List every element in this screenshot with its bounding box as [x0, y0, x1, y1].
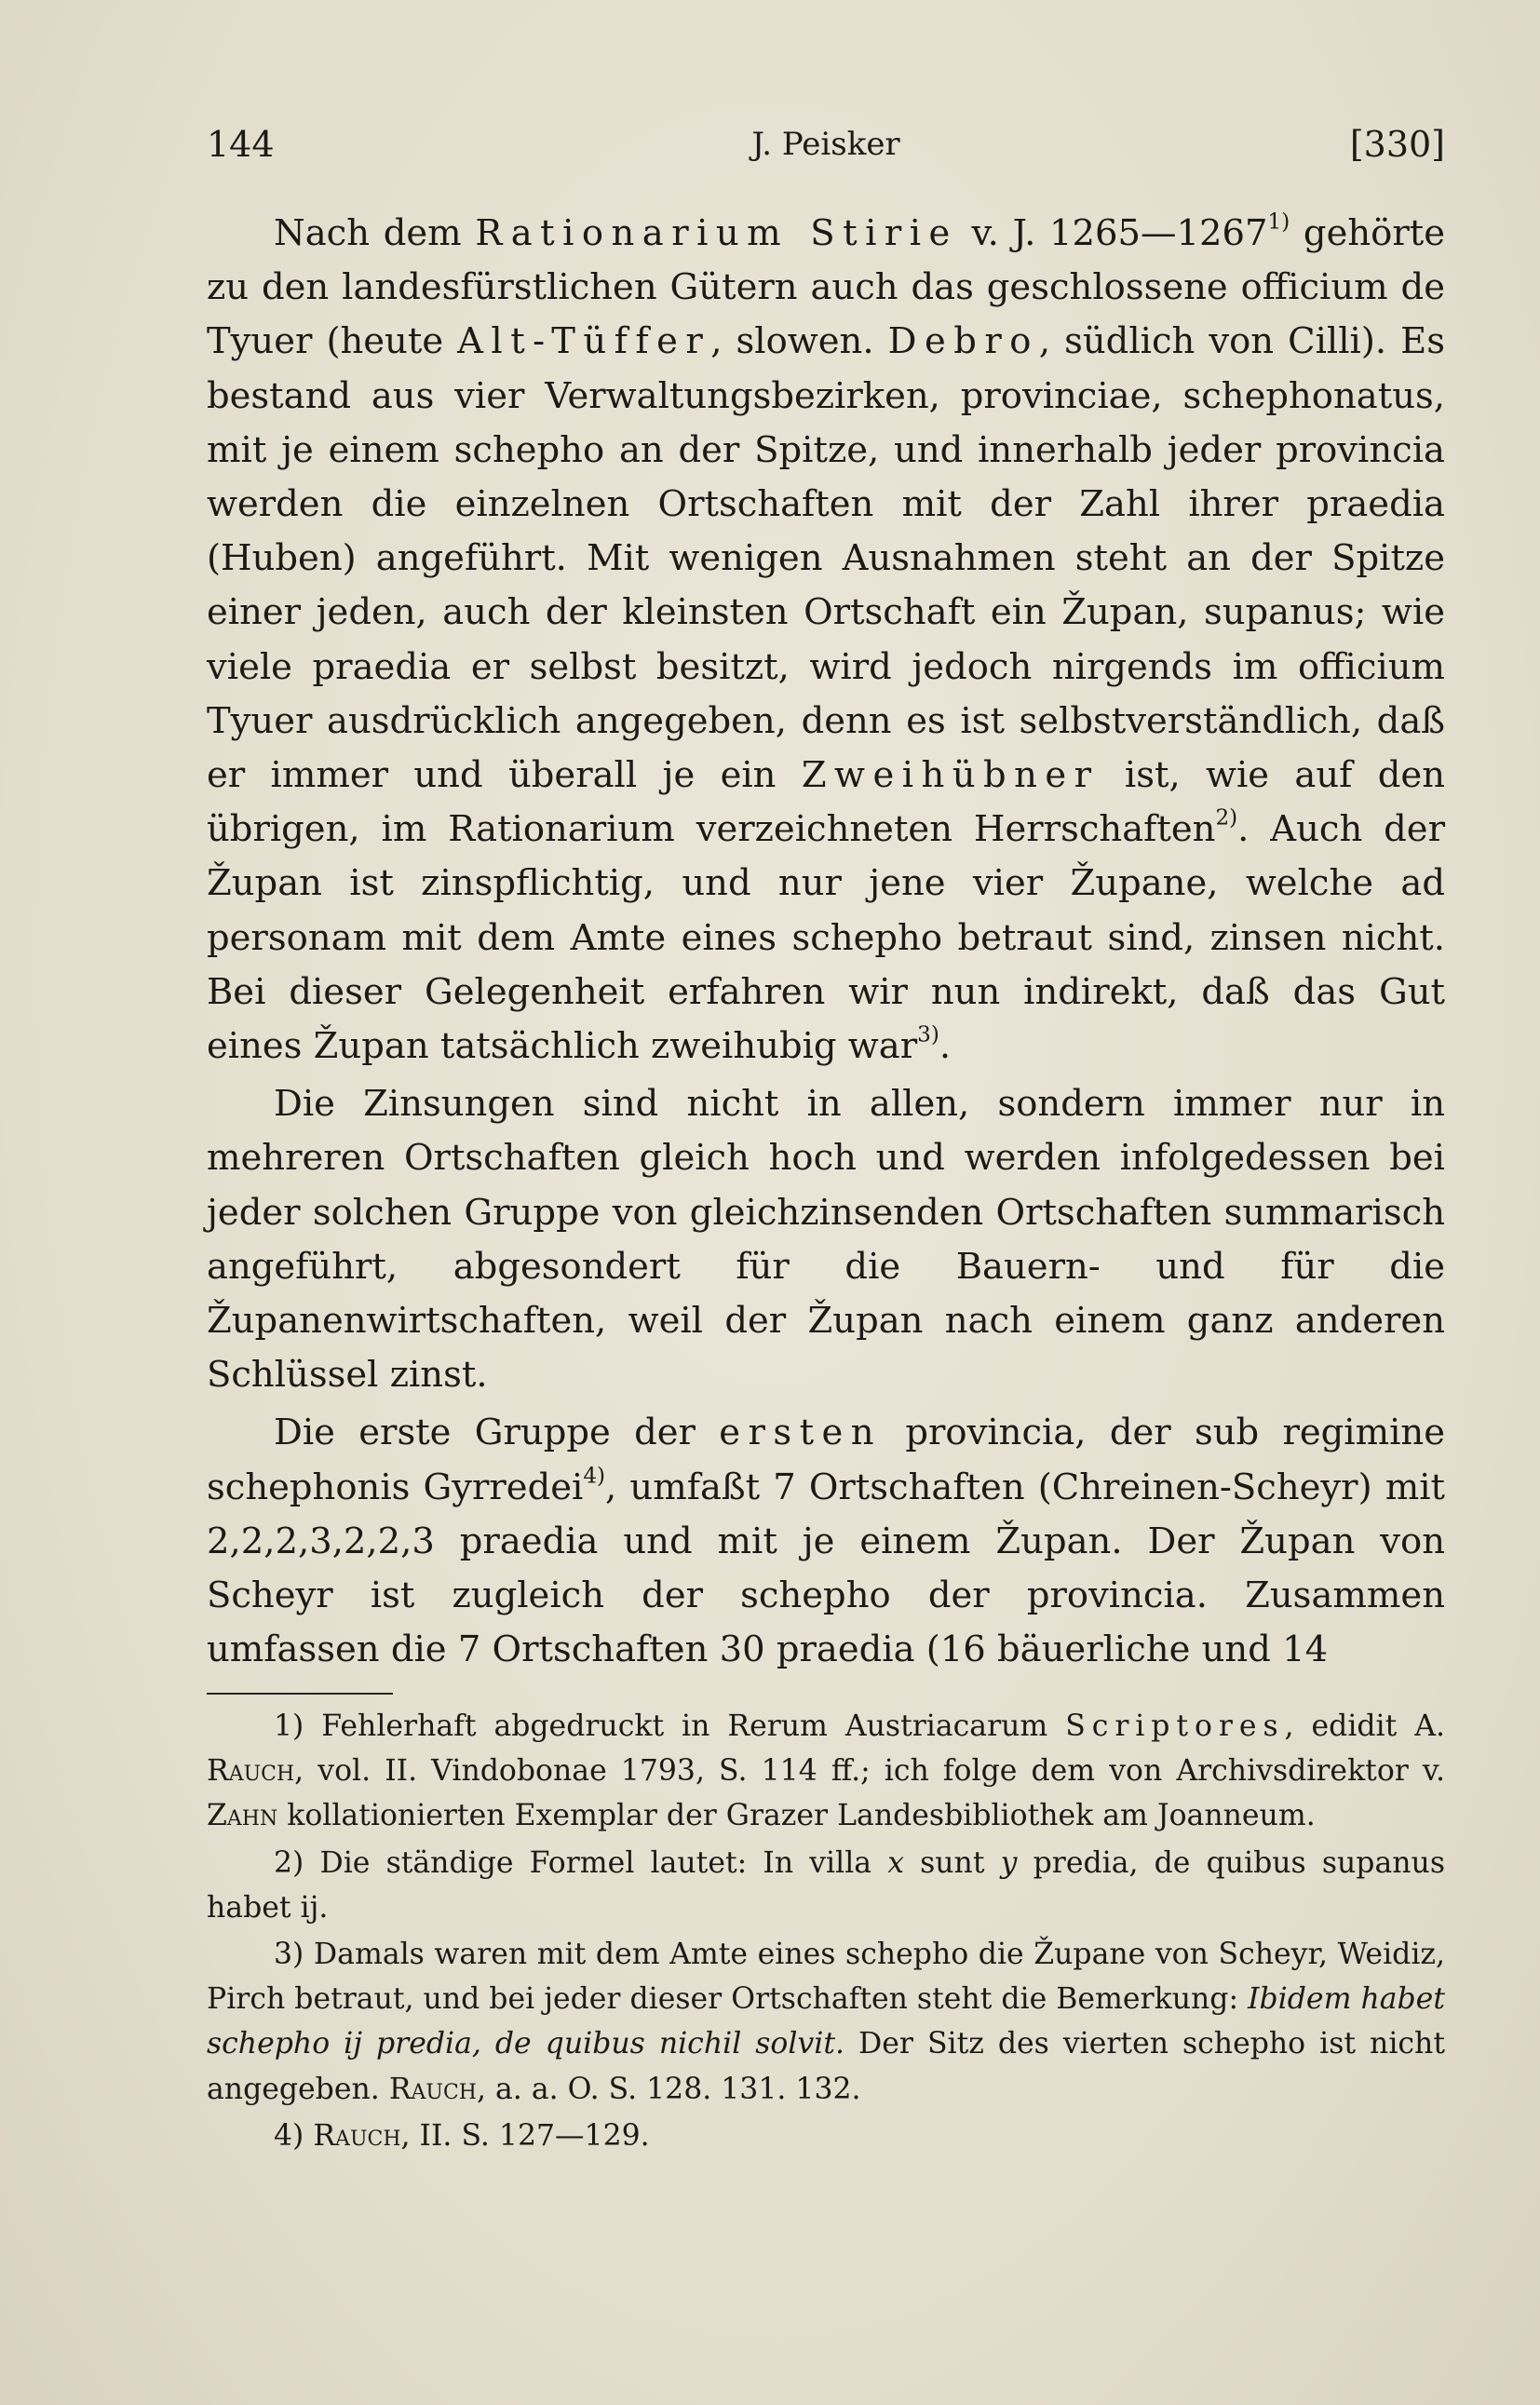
- spaced-term: Alt-Tüffer: [457, 320, 711, 363]
- paragraph-1: [207, 207, 1445, 1074]
- text-run: , II. S. 127—129.: [400, 2118, 650, 2153]
- text-run: 3) Damals waren mit dem Amte eines schepho die Županе von Scheyr, Weidiz, Pirch betraut, und bei jeder dieser Ortschaften steht die Bemerkung:: [207, 1938, 1445, 2017]
- text-run: 1) Fehlerhaft abgedruckt in Rerum Austriacarum: [274, 1709, 1066, 1743]
- page-number: 144: [207, 124, 275, 165]
- text-run: provincia, der sub regimine schephonis Gyrredei: [207, 1412, 1445, 1508]
- text-run: kollationierten Exemplar der Grazer Landesbibliothek am Joanneum.: [277, 1799, 1316, 1833]
- footnote-ref-2[interactable]: 2): [1215, 805, 1238, 831]
- bracket-page-number: [330]: [1349, 124, 1445, 165]
- text-run: , a. a. O. S. 128. 131. 132.: [476, 2072, 861, 2106]
- spaced-term: ersten: [719, 1412, 883, 1454]
- text-run: , umfaßt 7 Ortschaften (Chreinen-Scheyr) mit 2,2,2,3,2,2,3 praedia und mit je einem Župan. Der Župan von Scheyr ist zugleich der schepho der provincia. Zusammen umfassen die 7 Ortschaften 30 praedia (16 bäuerliche und 14: [207, 1466, 1445, 1671]
- footnote-1: [207, 1704, 1445, 1839]
- text-run: predia, de quibus supanus habet ij.: [207, 1845, 1445, 1925]
- spaced-term: Debro: [887, 320, 1039, 363]
- footnote-ref-4[interactable]: 4): [583, 1464, 606, 1489]
- footnote-3: [207, 1932, 1445, 2112]
- footnote-ref-1[interactable]: 1): [1267, 209, 1290, 235]
- author-name: Rauch: [388, 2072, 477, 2106]
- text-run: , slowen.: [710, 320, 888, 363]
- text-run: Die erste Gruppe der: [274, 1412, 720, 1454]
- page-header: [207, 121, 1445, 177]
- paragraph-2: Die Zinsungen sind nicht in allen, sondern immer nur in mehreren Ortschaften gleich hoch und werden infolgedessen bei jeder solchen Gruppe von gleichzinsenden Ortschaften summarisch angeführt, abgesondert für die Bauern- und für die Županenwirtschaften, weil der Župan nach einem ganz anderen Schlüssel zinst.: [207, 1083, 1445, 1397]
- latin-quote: Ibidem habet schepho ij predia, de quibus nichil solvit.: [207, 1982, 1445, 2061]
- text-run: 2) Die ständige Formel lautet: In villa: [274, 1845, 888, 1880]
- text-run: gehörte zu den landesfürstlichen Gütern auch das geschlossene officium de Tyuer (heute: [207, 212, 1445, 363]
- footnote-divider: [207, 1693, 393, 1695]
- author-name: Zahn: [207, 1799, 278, 1833]
- main-text: [207, 207, 1445, 1677]
- author-name: Rauch: [207, 1754, 295, 1789]
- text-run: 4): [274, 2118, 314, 2153]
- text-run: ist, wie auf den übrigen, im Rationarium verzeichneten Herrschaften: [207, 754, 1445, 851]
- footnote-2: [207, 1841, 1445, 1930]
- footnotes: [207, 1704, 1445, 2158]
- footnote-ref-3[interactable]: 3): [917, 1022, 939, 1047]
- spaced-term: Zweihübner: [801, 754, 1100, 797]
- text-run: .: [939, 1025, 952, 1068]
- text-run: v. J. 1265—1267: [957, 212, 1268, 254]
- text-run: , edidit A.: [1284, 1709, 1445, 1743]
- paragraph-3: [207, 1406, 1445, 1677]
- text-run: sunt: [903, 1845, 1001, 1880]
- running-head-author: J. Peisker: [751, 126, 900, 163]
- spaced-term: Rationarium Stirie: [475, 212, 958, 254]
- footnote-4: [207, 2114, 1445, 2158]
- text-run: , südlich von Cilli). Es bestand aus vier Verwaltungsbezirken, provinciae, schephonatus, mit je einem schepho an der Spitze, und innerhalb jeder provincia werden die einzelnen Ortschaften mit der Zahl ihrer praedia (Huben) angeführt. Mit wenigen Ausnahmen steht an der Spitze einer jeden, auch der kleinsten Ortschaft ein Župan, supanus; wie viele praedia er selbst besitzt, wird jedoch nirgends im officium Tyuer ausdrücklich angegeben, denn es ist selbstverständlich, daß er immer und überall je ein: [207, 320, 1445, 797]
- spaced-term: Scriptores: [1065, 1709, 1285, 1743]
- text-run: Nach dem: [274, 212, 476, 254]
- text-run: , vol. II. Vindobonae 1793, S. 114 ff.; ich folge dem von Archivsdirektor v.: [294, 1754, 1445, 1789]
- variable-y: y: [1000, 1845, 1018, 1880]
- variable-x: x: [887, 1845, 904, 1880]
- text-run: . Auch der Župan ist zinspflichtig, und nur jene vier Županе, welche ad personam mit dem Amte eines schepho betraut sind, zinsen nicht. Bei dieser Gelegenheit erfahren wir nun indirekt, daß das Gut eines Župan tatsächlich zweihubig war: [207, 808, 1445, 1068]
- text-run: Der Sitz des vierten schepho ist nicht angegeben.: [207, 2027, 1445, 2106]
- author-name: Rauch: [313, 2118, 401, 2153]
